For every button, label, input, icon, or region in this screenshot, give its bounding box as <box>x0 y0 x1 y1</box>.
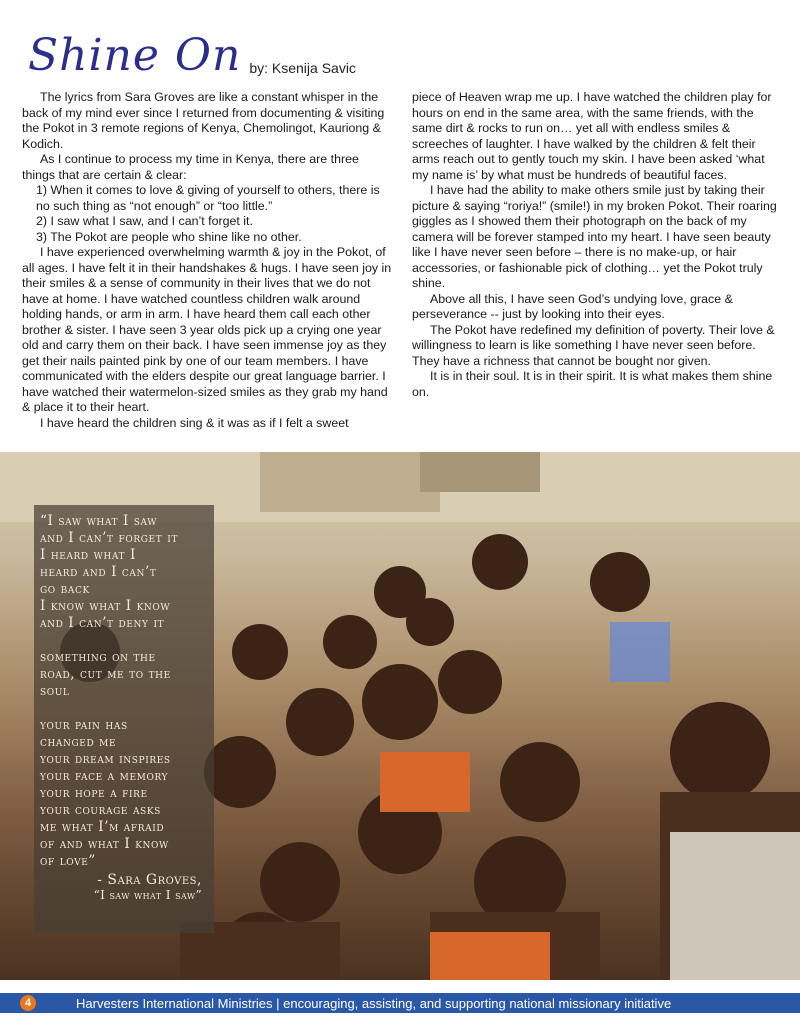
paragraph: As I continue to process my time in Kenya, there are three things that are certain & clear: <box>22 152 359 182</box>
paragraph: 1) When it comes to love & giving of yourself to others, there is no such thing as “not enough” or “too little.” <box>36 183 380 213</box>
paragraph: The Pokot have redefined my definition of poverty. Their love & willingness to learn is like something I have never seen before. They have a richness that cannot be bought nor given. <box>412 322 775 368</box>
paragraph: I have heard the children sing & it was as if I felt a sweet <box>40 415 349 430</box>
left-column <box>22 90 392 431</box>
paragraph: Above all this, I have seen God’s undying love, grace & perseverance -- just by looking into their eyes. <box>412 291 733 321</box>
paragraph: 3) The Pokot are people who shine like no other. <box>36 229 302 244</box>
quote-song: “I saw what I saw” <box>93 888 202 902</box>
footer-text: Harvesters International Ministries | encouraging, assisting, and supporting national missionary initiative <box>76 995 672 1011</box>
article-byline: by: Ksenija Savic <box>249 60 356 76</box>
article-title: Shine On <box>28 30 242 81</box>
article-body <box>22 90 782 431</box>
page-footer <box>0 993 800 1013</box>
paragraph: The lyrics from Sara Groves are like a constant whisper in the back of my mind ever since I returned from documenting & visiting the Pokot in 3 remote regions of Kenya, Chemolingot, Kauriong & Kodich. <box>22 90 385 151</box>
paragraph: I have experienced overwhelming warmth & joy in the Pokot, of all ages. I have felt it in their handshakes & hugs. I have seen joy in their smiles & a sense of community in their lives that we do not have at home. I have watched countless children walk around holding hands, or arm in arm. I have heard them call each other brother & sister. I have seen 3 year olds pick up a crying one year old and carry them on their back. I have seen immense joy as they get their nails painted pink by one of our team members. I have communicated with the elders despite our great language barrier. I have watched their watermelon-sized smiles as they grab my hand & place it to their heart. <box>22 245 392 414</box>
paragraph: It is in their soul. It is in their spirit. It is what makes them shine on. <box>412 369 773 399</box>
pull-quote <box>34 505 214 933</box>
paragraph: I have had the ability to make others smile just by taking their picture & saying “roriya!” (smile!) in my broken Pokot. Their roaring giggles as I showed them their photograph on the back of my camera will be forever stamped into my heart. I have seen beauty like I have never seen before – there is no make-up, or hair accessories, or fashionable pick of clothing… yet the Pokot truly shine. <box>412 183 777 290</box>
paragraph: piece of Heaven wrap me up. I have watched the children play for hours on end in the same area, with the same friends, with the same dirt & rocks to run on… yet all with endless smiles & screeches of laughter. I have walked by the children & felt their arms reach out to gently touch my skin. I have been asked ‘what my name is’ by what must be hundreds of beautiful faces. <box>412 90 772 182</box>
paragraph: 2) I saw what I saw, and I can’t forget it. <box>36 214 253 228</box>
article-header <box>28 28 356 81</box>
right-column <box>412 90 782 431</box>
quote-text: “I saw what I saw and I can’t forget it I heard what I heard and I can’t go back I know what I know and I can’t deny it something on the road, cut me to the soul your pain has changed me your dream inspires your face a memory your hope a fire your courage asks me what I’m afraid of and what I know of love” <box>40 513 178 869</box>
page-number: 4 <box>20 995 36 1011</box>
quote-author: - Sara Groves, <box>97 872 202 888</box>
